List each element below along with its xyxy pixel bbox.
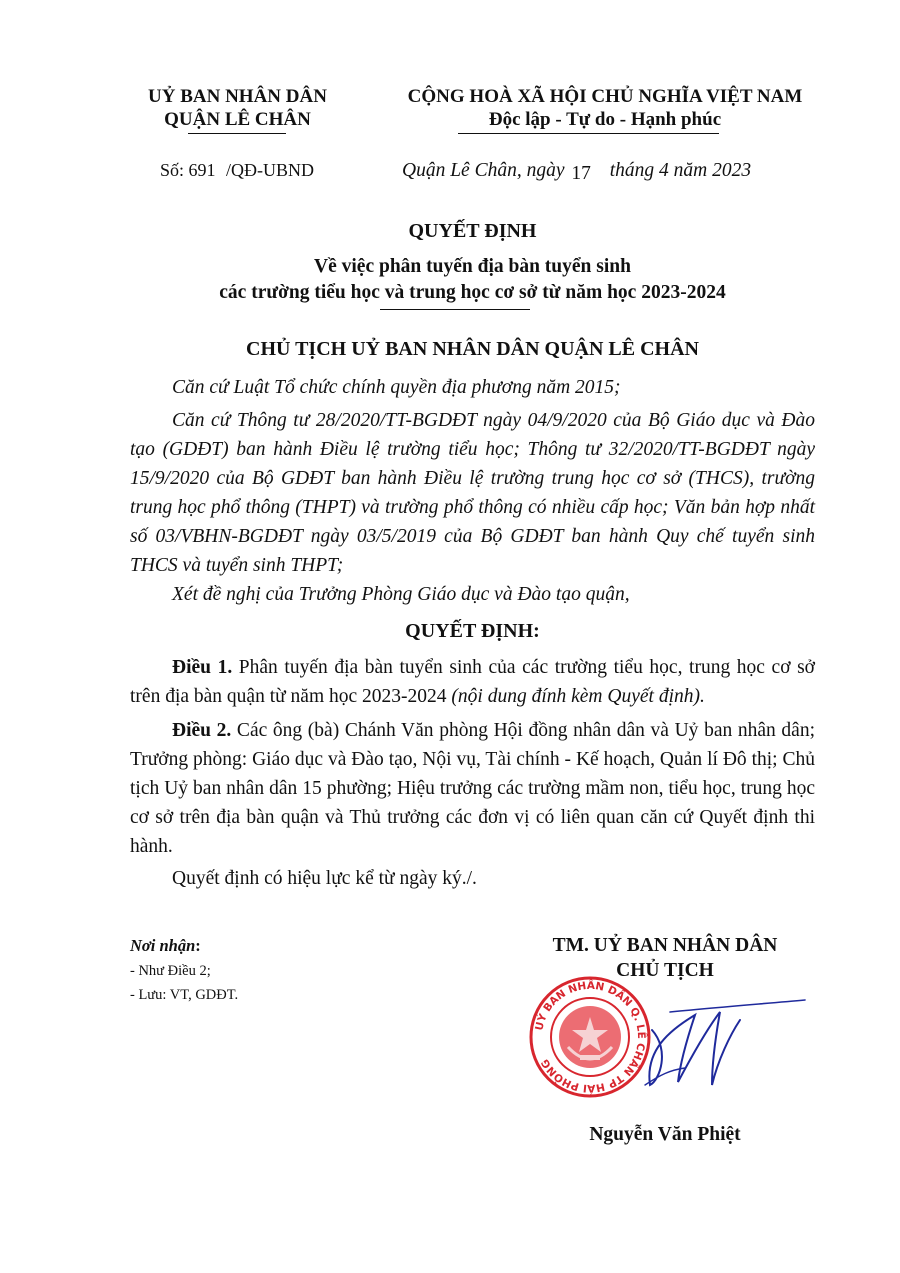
- subject-underline: [380, 309, 530, 310]
- recipient-item-2: - Lưu: VT, GDĐT.: [130, 987, 239, 1003]
- recipients-label-text: Nơi nhận: [130, 936, 196, 955]
- basis-line-1: Căn cứ Luật Tổ chức chính quyền địa phương năm 2015;: [172, 377, 621, 398]
- recipients-colon: :: [195, 936, 201, 955]
- doc-number: [160, 160, 314, 181]
- article-2-text: Các ông (bà) Chánh Văn phòng Hội đồng nhân dân và Uỷ ban nhân dân; Trưởng phòng: Giáo dục và Đào tạo, Nội vụ, Tài chính - Kế hoạch, Quản lí Đô thị; Chủ tịch Uỷ ban nhân dân 15 phường; Hiệu trưởng các trường mầm non, tiểu học, trung học cơ sở trên địa bàn quận và Thủ trưởng các đơn vị có liên quan căn cứ Quyết định thi hành.: [130, 720, 816, 857]
- agency-name-line1: UỶ BAN NHÂN DÂN: [148, 86, 327, 107]
- signature-title: TM. UỶ BAN NHÂN DÂN: [552, 935, 778, 956]
- doc-number-prefix: Số:: [160, 160, 185, 180]
- nation-motto: Độc lập - Tự do - Hạnh phúc: [488, 109, 722, 130]
- recipients-label: [130, 936, 201, 956]
- decision-heading: QUYẾT ĐỊNH:: [405, 620, 540, 642]
- nation-title: CỘNG HOÀ XÃ HỘI CHỦ NGHĨA VIỆT NAM: [407, 86, 803, 107]
- handwritten-signature: [600, 990, 810, 1090]
- basis-line-3: Xét đề nghị của Trưởng Phòng Giáo dục và Đào tạo quận,: [172, 584, 630, 605]
- decision-title: QUYẾT ĐỊNH: [408, 220, 537, 242]
- place-date-prefix: Quận Lê Chân, ngày: [402, 160, 565, 181]
- doc-number-suffix: /QĐ-UBND: [226, 160, 315, 180]
- motto-underline: [458, 133, 719, 134]
- subject-line-1: Về việc phân tuyến địa bàn tuyển sinh: [314, 256, 631, 277]
- article-1-text: Phân tuyến địa bàn tuyển sinh của các trường tiểu học, trung học cơ sở trên địa bàn quận từ năm học 2023-2024: [130, 657, 815, 707]
- seal-ring-text: UỶ BAN NHÂN DÂN Q. LÊ CHÂN TP HẢI PHÒNG: [533, 979, 648, 1095]
- agency-name-line2: QUẬN LÊ CHÂN: [164, 109, 311, 130]
- recipient-item-1: - Như Điều 2;: [130, 963, 211, 979]
- article-1-label: Điều 1.: [172, 657, 233, 678]
- authority-heading: CHỦ TỊCH UỶ BAN NHÂN DÂN QUẬN LÊ CHÂN: [246, 338, 699, 360]
- effect-clause: Quyết định có hiệu lực kể từ ngày ký./.: [172, 868, 477, 889]
- article-2: [130, 716, 815, 861]
- place-date: [402, 160, 751, 182]
- signer-name: Nguyễn Văn Phiệt: [589, 1124, 741, 1145]
- basis-paragraph-2: Căn cứ Thông tư 28/2020/TT-BGDĐT ngày 04/9/2020 của Bộ Giáo dục và Đào tạo (GDĐT) ban hành Điều lệ trường tiểu học; Thông tư 32/2020/TT-BGDĐT ngày 15/9/2020 của Bộ GDĐT ban hành Điều lệ trường trung học cơ sở (THCS), trường trung học phổ thông (THPT) và trường phổ thông có nhiều cấp học; Văn bản hợp nhất số 03/VBHN-BGDĐT ngày 03/5/2019 của Bộ GDĐT ban hành Quy chế tuyển sinh THCS và tuyển sinh THPT;: [130, 410, 815, 576]
- article-2-label: Điều 2.: [172, 720, 232, 741]
- date-day: 17: [571, 163, 591, 184]
- subject-line-2: các trường tiểu học và trung học cơ sở từ năm học 2023-2024: [219, 282, 726, 303]
- doc-number-value: 691: [188, 160, 216, 180]
- agency-underline: [188, 133, 286, 134]
- signature-position: CHỦ TỊCH: [616, 960, 714, 981]
- place-date-suffix: tháng 4 năm 2023: [609, 160, 752, 181]
- article-1: [130, 653, 815, 711]
- article-1-note: (nội dung đính kèm Quyết định).: [451, 686, 705, 707]
